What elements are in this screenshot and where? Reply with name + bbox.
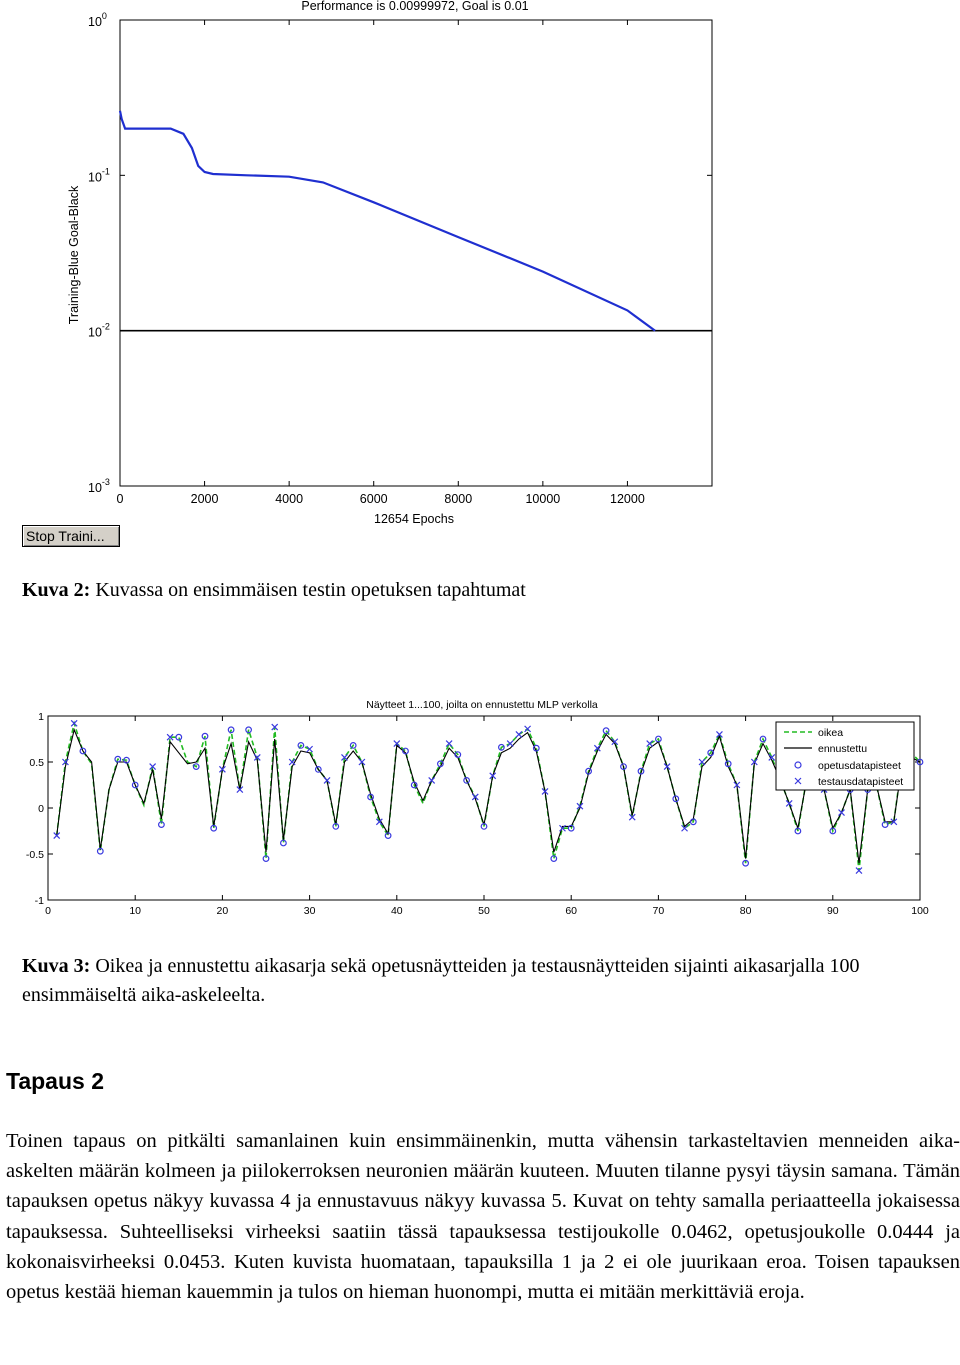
y-tick-label: 1 [38,711,44,723]
x-tick-label: 80 [739,905,752,917]
x-tick-label: 2000 [190,492,219,506]
plot-area [120,20,712,486]
caption-text: Kuvassa on ensimmäisen testin opetuksen tapahtumat [90,579,526,601]
y-tick-label: 0.5 [29,757,44,769]
x-tick-label: 30 [303,905,316,917]
caption-label: Kuva 2: [22,579,91,601]
y-tick-label: $10^{-3}$ [88,477,110,495]
y-tick-exponent: -3 [101,477,110,487]
legend [776,722,914,790]
x-tick-label: 0 [45,905,51,917]
x-tick-label: 6000 [359,492,388,506]
legend-testaus-label: testausdatapisteet [818,776,904,788]
y-tick-label: $10^{-2}$ [88,321,110,340]
x-tick-label: 20 [216,905,229,917]
y-tick-label: -0.5 [25,849,44,861]
x-tick-label: 70 [652,905,665,917]
y-tick-label: $10^0$ [88,11,107,29]
x-tick-label: 8000 [444,492,473,506]
legend-oikea-label: oikea [818,727,844,739]
x-tick-label: 40 [390,905,403,917]
x-tick-label: 4000 [275,492,304,506]
chart-title: Performance is 0.00999972, Goal is 0.01 [301,0,529,13]
chart-title: Näytteet 1...100, joilta on ennustettu MLP verkolla [366,699,598,711]
caption-label: Kuva 3: [22,955,91,977]
stop-training-button[interactable]: Stop Traini... [22,525,120,547]
time-series-chart [0,690,960,920]
x-tick-label: 60 [565,905,578,917]
section-heading: Tapaus 2 [6,1068,104,1094]
y-tick-exponent: 0 [101,11,107,21]
legend-ennustettu-label: ennustettu [818,743,868,755]
y-tick-label: $10^{-1}$ [88,166,110,185]
x-tick-label: 50 [478,905,490,917]
x-tick-label: 90 [826,905,839,917]
x-tick-label: 10000 [525,492,561,506]
x-tick-label: 100 [911,905,929,917]
x-tick-label: 0 [116,492,124,506]
legend-opetus-label: opetusdatapisteet [818,760,901,772]
caption-text: Oikea ja ennustettu aikasarja sekä opetusnäytteiden ja testausnäytteiden sijainti aikasarjalla 100 ensimmäiseltä aika-askeleelta. [22,955,860,1006]
section-paragraph: Toinen tapaus on pitkälti samanlainen kuin ensimmäinenkin, mutta vähensin tarkasteltavien menneiden aika-askelten määrän kolmeen ja piilokerroksen neuronien määrän kuuteen. Muuten tilanne pysyi täysin samana. Tämän tapauksen opetus näkyy kuvassa 4 ja ennustavuus näkyy kuvassa 5. Kuvat on tehty samalla periaatteella jokaisessa tapauksessa. Suhteelliseksi virheeksi saatiin tässä tapauksessa testijoukolle 0.0462, opetusjoukolle 0.0444 ja kokonaisvirheeksi 0.0453. Kuten kuvista huomataan, tapauksilla 1 ja 2 ei ole juurikaan eroa. Toisen tapauksen opetus kestää hieman kauemmin ja tulos on hieman huonompi, mutta ei mitään merkittäviä eroja. [6,1130,960,1304]
figure-2-caption [22,576,526,605]
y-tick-label: -1 [34,895,44,907]
x-axis-label: 12654 Epochs [374,512,454,526]
y-axis-label: Training-Blue Goal-Black [67,185,81,325]
x-tick-label: 12000 [610,492,645,506]
training-performance-chart [0,0,960,560]
figure-3-caption [22,952,942,1010]
x-tick-label: 10 [129,905,142,917]
y-tick-exponent: -2 [101,321,110,332]
y-tick-exponent: -1 [101,166,110,177]
y-tick-label: 0 [38,803,44,815]
